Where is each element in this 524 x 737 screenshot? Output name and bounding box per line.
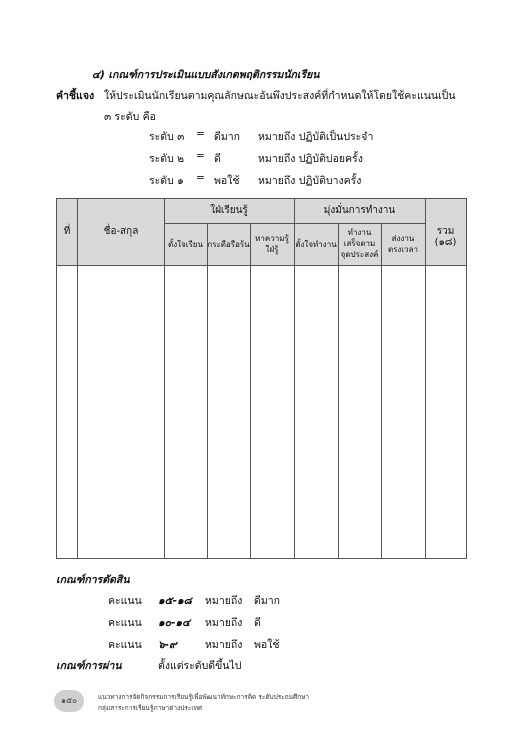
score-row-1-meaning: หมายถึง xyxy=(205,595,243,607)
score-row-1-label: คะแนน xyxy=(108,595,142,607)
score-row-2-range: ๑๐-๑๔ xyxy=(158,617,191,629)
level-3-level: ระดับ ๓ xyxy=(149,131,185,143)
header-attentive: ตั้งใจเรียน xyxy=(168,240,203,249)
score-row-2-grade: ดี xyxy=(254,617,261,629)
header-seek-knowledge-l1: หาความรู้ xyxy=(255,234,289,243)
score-row-2-label: คะแนน xyxy=(108,617,142,629)
assessment-table xyxy=(56,198,467,559)
header-total: รวม (๑๘) xyxy=(434,226,457,248)
header-seek-knowledge-l2: ใฝ่รู้ xyxy=(265,245,279,254)
level-3-meaning: หมายถึง ปฏิบัติเป็นประจำ xyxy=(258,131,374,143)
pass-title: เกณฑ์การผ่าน xyxy=(56,660,122,672)
header-no: ที่ xyxy=(63,226,71,237)
score-row-3-grade: พอใช้ xyxy=(254,639,280,651)
level-1-eq: = xyxy=(196,172,205,184)
header-on-time-l1: ส่งงาน xyxy=(391,234,415,243)
instruction-text-2: ๓ ระดับ คือ xyxy=(104,111,156,123)
header-on-time-l2: ตรงเวลา xyxy=(387,245,419,254)
header-seek-knowledge xyxy=(250,233,294,255)
scoring-title: เกณฑ์การตัดสิน xyxy=(56,574,130,586)
header-work-attentive: ตั้งใจทำงาน xyxy=(295,240,337,249)
score-row-3-label: คะแนน xyxy=(108,639,142,651)
score-row-1-grade: ดีมาก xyxy=(254,595,280,607)
score-row-3-meaning: หมายถึง xyxy=(205,639,243,651)
level-1-level: ระดับ ๑ xyxy=(149,175,184,187)
level-1-label: พอใช้ xyxy=(214,175,240,187)
header-work-complete-l3: จุดประสงค์ xyxy=(340,250,379,259)
score-row-2-meaning: หมายถึง xyxy=(205,617,243,629)
level-1-meaning: หมายถึง ปฏิบัติบางครั้ง xyxy=(258,175,362,187)
header-enthusiastic: กระตือรือร้น xyxy=(207,240,250,249)
header-work-complete xyxy=(338,227,381,260)
header-work-complete-l1: ทำงาน xyxy=(347,228,372,237)
footer-line-1: แนวทางการจัดกิจกรรมการเรียนรู้เพื่อพัฒนาทักษะการคิด ระดับประถมศึกษา xyxy=(98,693,309,701)
level-3-label: ดีมาก xyxy=(214,131,240,143)
page-number: ๑๕๐ xyxy=(54,690,84,712)
level-2-level: ระดับ ๒ xyxy=(149,153,185,165)
footer-line-2: กลุ่มสาระการเรียนรู้ภาษาต่างประเทศ xyxy=(98,704,202,712)
score-row-1-range: ๑๕-๑๘ xyxy=(158,595,192,607)
score-row-3-range: ๖-๙ xyxy=(158,639,177,651)
level-2-meaning: หมายถึง ปฏิบัติบ่อยครั้ง xyxy=(258,153,363,165)
level-2-label: ดี xyxy=(214,153,221,165)
header-group-learning: ใฝ่เรียนรู้ xyxy=(210,205,248,216)
header-work-complete-l2: เสร็จตาม xyxy=(343,239,376,248)
level-3-eq: = xyxy=(196,128,205,140)
instruction-label: คำชี้แจง xyxy=(56,90,95,102)
section-heading: ๔) เกณฑ์การประเมินแบบสังเกตพฤติกรรมนักเรียน xyxy=(92,69,320,81)
header-name: ชื่อ-สกุล xyxy=(103,226,139,237)
pass-text: ตั้งแต่ระดับดีขึ้นไป xyxy=(158,660,242,672)
header-on-time xyxy=(381,233,425,255)
header-group-work: มุ่งมั่นการทำงาน xyxy=(323,205,396,216)
level-2-eq: = xyxy=(196,150,205,162)
instruction-text-1: ให้ประเมินนักเรียนตามคุณลักษณะอันพึงประสงค์ที่กำหนดให้โดยใช้คะแนนเป็น xyxy=(104,90,456,102)
